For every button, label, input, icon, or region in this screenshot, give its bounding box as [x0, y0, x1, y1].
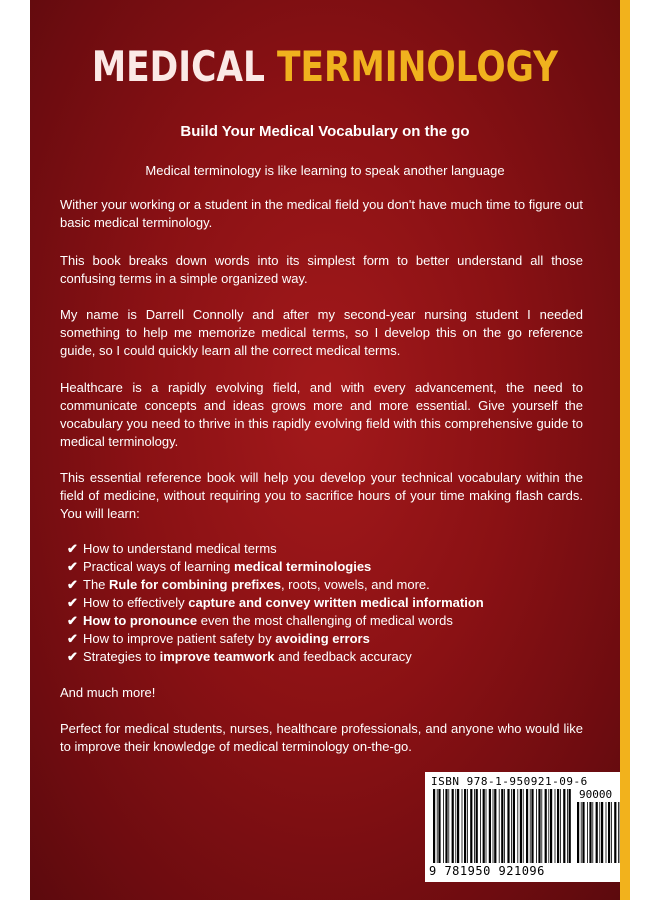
title-word-medical: MEDICAL [91, 42, 265, 91]
checklist-emphasis: Rule for combining prefixes [109, 577, 281, 592]
barcode-bar [457, 789, 459, 863]
barcode-bar [587, 802, 588, 863]
barcode-bar [504, 789, 505, 863]
checklist-item [67, 540, 484, 558]
checkmark-icon: ✔ [67, 559, 78, 574]
barcode-bar [464, 789, 466, 863]
barcode-bar [443, 789, 444, 863]
learning-checklist [67, 540, 484, 666]
checklist-text: Practical ways of learning [83, 559, 235, 574]
checklist-item [67, 648, 484, 666]
checklist-text: How to understand medical terms [83, 541, 277, 556]
paragraph-breakdown: This book breaks down words into its simplest form to better understand all those confusing terms in a simple organized way. [60, 253, 583, 286]
barcode-bar [437, 789, 438, 863]
barcode-bar [474, 789, 475, 863]
barcode-bar [618, 802, 619, 863]
paragraph-intro: Wither your working or a student in the medical field you don't have much time to figure out basic medical terminology. [60, 197, 583, 230]
gold-spine-strip [620, 0, 630, 900]
barcode-bar [455, 789, 456, 863]
barcode-bar [577, 802, 579, 863]
barcode-bar [548, 789, 549, 863]
barcode-bar [560, 789, 561, 863]
barcode-bar [541, 789, 542, 863]
checklist-emphasis: How to pronounce [83, 613, 198, 628]
checkmark-icon: ✔ [67, 595, 78, 610]
tagline: Medical terminology is like learning to speak another language [145, 163, 505, 178]
barcode-bar [563, 789, 565, 863]
checklist-text: How to improve patient safety by [83, 631, 276, 646]
checkmark-icon: ✔ [67, 577, 78, 592]
checklist-text: How to effectively [83, 595, 189, 610]
subtitle: Build Your Medical Vocabulary on the go [180, 123, 470, 140]
paragraph-author: My name is Darrell Connolly and after my second-year nursing student I needed something to help me memorize medical terms, so I develop this on the go reference guide, so I could quickly learn all the correct medical terms. [60, 307, 583, 358]
book-back-cover [30, 0, 620, 900]
checkmark-icon: ✔ [67, 631, 78, 646]
barcode-bar [567, 789, 568, 863]
barcode-bar [582, 802, 584, 863]
barcode-bar [589, 802, 591, 863]
barcode-bar [611, 802, 612, 863]
barcode-bar [467, 789, 468, 863]
barcode-bar [513, 789, 515, 863]
barcode-bar [536, 789, 537, 863]
barcode-bar [601, 802, 603, 863]
title-word-terminology: TERMINOLOGY [276, 42, 559, 91]
checklist-text-end: even the most challenging of medical words [197, 613, 453, 628]
checklist-item [67, 558, 484, 576]
barcode-bar [531, 789, 533, 863]
barcode-bar [438, 789, 440, 863]
barcode-bar [538, 789, 540, 863]
checklist-item [67, 576, 484, 594]
paragraph-reference: This essential reference book will help you develop your technical vocabulary within the field of medicine, without requiring you to sacrifice hours of your time making flash cards. You will learn: [60, 470, 583, 521]
much-more-text: And much more! [60, 685, 156, 700]
barcode-bar [511, 789, 512, 863]
barcode-bar [493, 789, 494, 863]
barcode-bar [545, 789, 547, 863]
checklist-text-end: , roots, vowels, and more. [280, 577, 430, 592]
barcode-bar [489, 789, 491, 863]
barcode-bar [433, 789, 435, 863]
barcode-bar [555, 789, 556, 863]
isbn-label: ISBN 978-1-950921-09-6 [431, 775, 588, 788]
barcode-bar [520, 789, 522, 863]
barcode-bar [599, 802, 600, 863]
checklist-text: The [83, 577, 110, 592]
barcode-bar [486, 789, 487, 863]
checklist-item [67, 612, 484, 630]
isbn-barcode [425, 772, 620, 882]
checklist-item [67, 630, 484, 648]
barcode-bar [470, 789, 472, 863]
checklist-text-end: and feedback accuracy [274, 649, 412, 664]
checklist-text: Strategies to [83, 649, 160, 664]
barcode-bar [507, 789, 509, 863]
barcode-bar [596, 802, 598, 863]
barcode-bar [462, 789, 463, 863]
barcode-bar [592, 802, 593, 863]
barcode-bar [483, 789, 485, 863]
price-code: 90000 [579, 788, 613, 801]
barcode-bar [445, 789, 447, 863]
checkmark-icon: ✔ [67, 613, 78, 628]
barcode-bar [448, 789, 449, 863]
closing-paragraph: Perfect for medical students, nurses, healthcare professionals, and anyone who would like to improve their knowledge of medical terminology on-the-go. [60, 721, 583, 754]
barcode-bar [476, 789, 478, 863]
barcode-bar [452, 789, 454, 863]
barcode-bars [433, 789, 571, 863]
paragraph-healthcare: Healthcare is a rapidly evolving field, and with every advancement, the need to communicate concepts and ideas grows more and more essential. Give yourself the vocabulary you need to thrive in this rapidly evolving field with this comprehensive guide to medical terminology. [60, 380, 583, 449]
checkmark-icon: ✔ [67, 541, 78, 556]
barcode-bar [530, 789, 531, 863]
barcode-bar [614, 802, 616, 863]
book-title [83, 42, 567, 91]
barcode-bar [499, 789, 500, 863]
barcode-bar [581, 802, 582, 863]
checklist-emphasis: avoiding errors [275, 631, 370, 646]
barcode-bar [557, 789, 559, 863]
checklist-item [67, 594, 484, 612]
barcode-number: 9 781950 921096 [429, 864, 545, 878]
barcode-bar [480, 789, 481, 863]
checkmark-icon: ✔ [67, 649, 78, 664]
barcode-bar [608, 802, 610, 863]
barcode-bar [494, 789, 496, 863]
barcode-bar [569, 789, 571, 863]
checklist-emphasis: capture and convey written medical information [188, 595, 484, 610]
barcode-bar [606, 802, 607, 863]
barcode-extension-bars [577, 802, 620, 863]
checklist-emphasis: medical terminologies [234, 559, 372, 574]
barcode-bar [526, 789, 528, 863]
barcode-bar [523, 789, 524, 863]
checklist-emphasis: improve teamwork [159, 649, 275, 664]
barcode-bar [517, 789, 518, 863]
barcode-bar [501, 789, 503, 863]
barcode-bar [550, 789, 552, 863]
